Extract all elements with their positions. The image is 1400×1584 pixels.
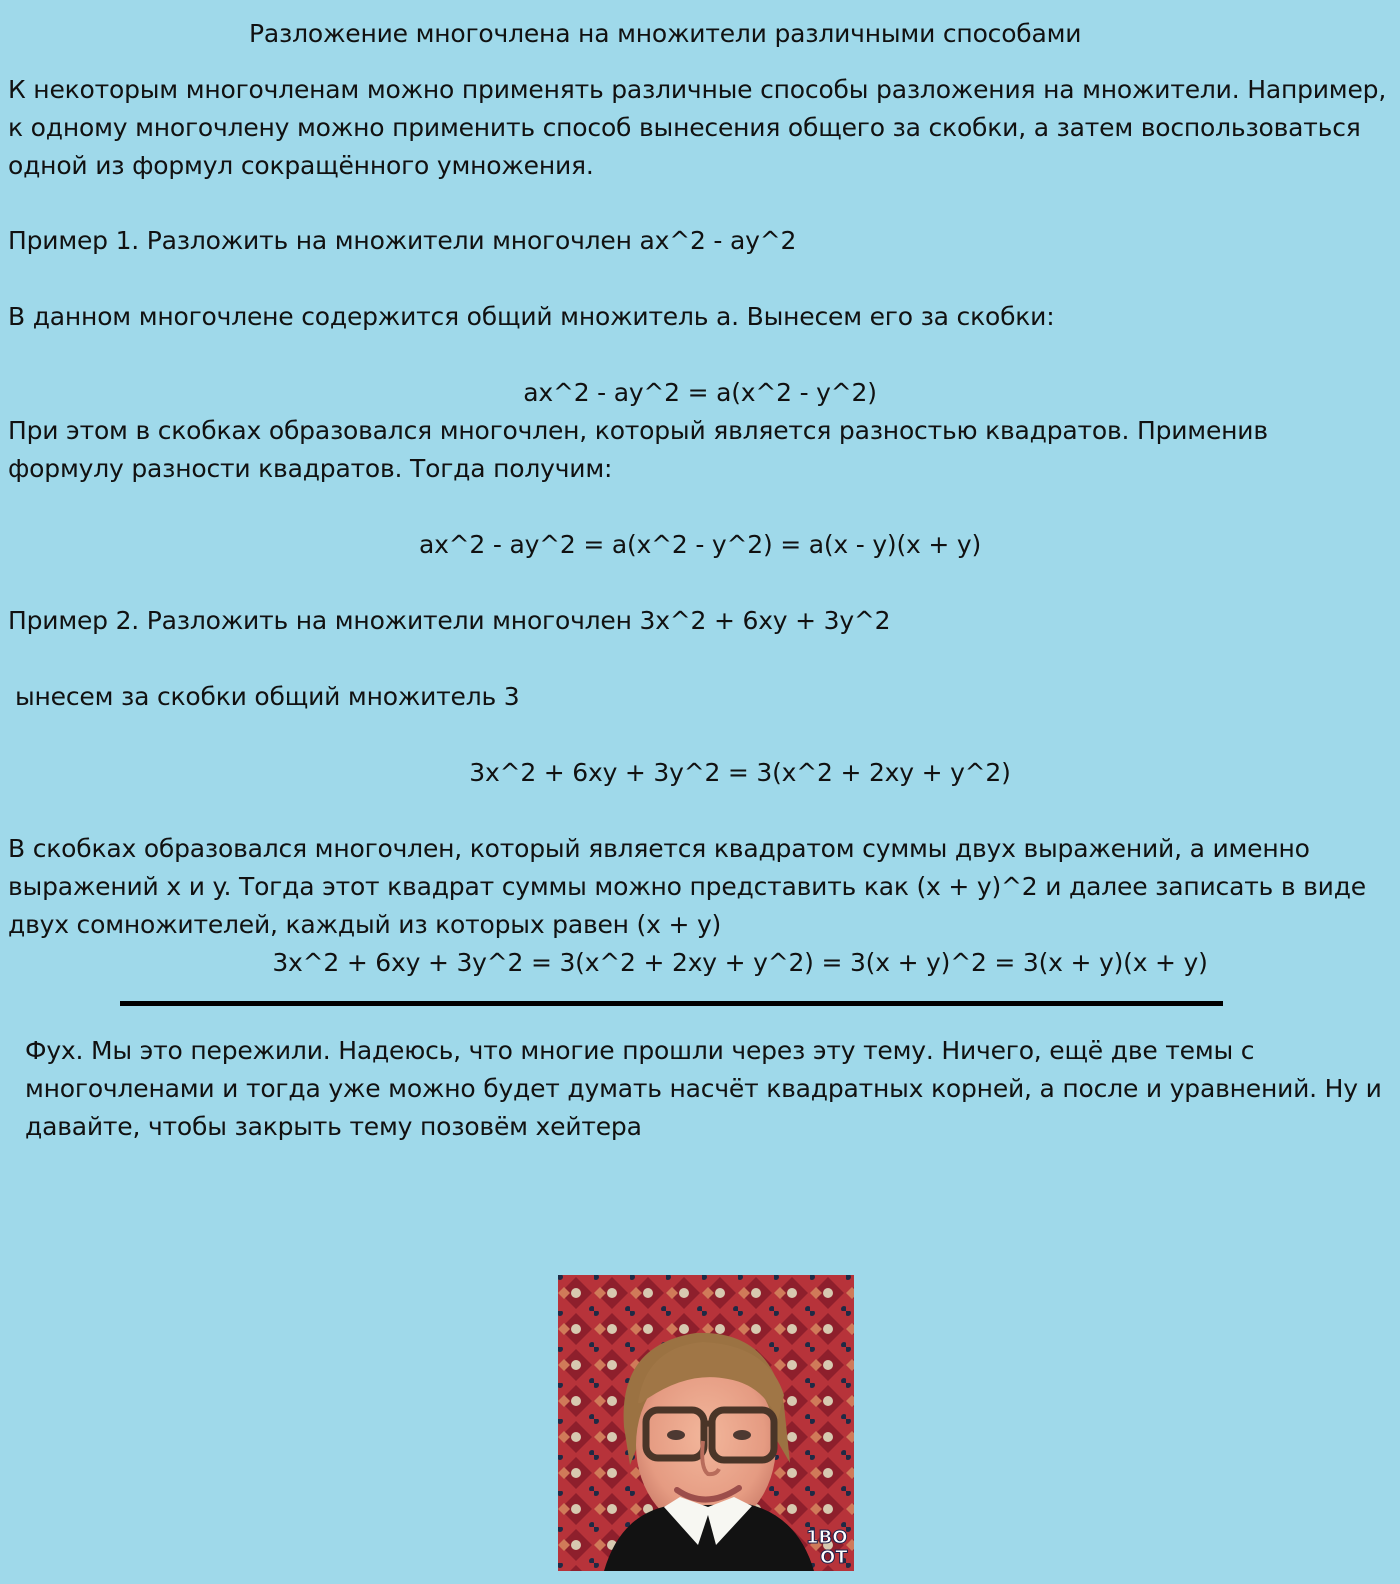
example2-explanation-line-2: выражений x и y. Тогда этот квадрат суммы можно представить как (x + y)^2 и далее записать в виде: [8, 872, 1366, 901]
example1-explanation-line-1: При этом в скобках образовался многочлен, который является разностью квадратов. Применив: [8, 416, 1268, 445]
example2-formula2: 3x^2 + 6xy + 3y^2 = 3(x^2 + 2xy + y^2) = 3(x + y)^2 = 3(x + y)(x + y): [272, 948, 1208, 977]
intro-line-1: К некоторым многочленам можно применять различные способы разложения на множители. Например,: [8, 75, 1387, 104]
intro-line-2: к одному многочлену можно применить способ вынесения общего за скобки, а затем воспользоваться: [8, 113, 1361, 142]
photo-watermark-top: 1BO: [806, 1527, 848, 1548]
example2-formula1: 3x^2 + 6xy + 3y^2 = 3(x^2 + 2xy + y^2): [469, 758, 1011, 787]
example1-formula2: ax^2 - ay^2 = a(x^2 - y^2) = a(x - y)(x + y): [418, 530, 982, 559]
example1-explanation-line-2: формулу разности квадратов. Тогда получим:: [8, 454, 613, 483]
example1-step1: В данном многочлене содержится общий множитель a. Вынесем его за скобки:: [8, 302, 1055, 331]
example2-heading: Пример 2. Разложить на множители многочлен 3x^2 + 6xy + 3y^2: [8, 606, 891, 635]
intro-line-3: одной из формул сокращённого умножения.: [8, 151, 594, 180]
example1-formula1: ax^2 - ay^2 = a(x^2 - y^2): [523, 378, 877, 407]
example2-step1: ынесем за скобки общий множитель 3: [15, 682, 520, 711]
section-divider: [120, 1001, 1223, 1006]
outro-line-1: Фух. Мы это пережили. Надеюсь, что многие прошли через эту тему. Ничего, ещё две темы с: [25, 1036, 1255, 1065]
hater-photo: [558, 1275, 854, 1571]
example1-heading: Пример 1. Разложить на множители многочлен ax^2 - ay^2: [8, 226, 797, 255]
hater-photo-illustration: [558, 1275, 854, 1571]
outro-line-3: давайте, чтобы закрыть тему позовём хейтера: [25, 1112, 642, 1141]
example2-explanation-line-1: В скобках образовался многочлен, который является квадратом суммы двух выражений, а именно: [8, 834, 1310, 863]
photo-watermark-bottom: OT: [820, 1547, 848, 1568]
example2-explanation-line-3: двух сомножителей, каждый из которых равен (x + y): [8, 910, 722, 939]
outro-line-2: многочленами и тогда уже можно будет думать насчёт квадратных корней, а после и уравнений. Ну и: [25, 1074, 1382, 1103]
page-title: Разложение многочлена на множители различными способами: [249, 19, 1082, 48]
